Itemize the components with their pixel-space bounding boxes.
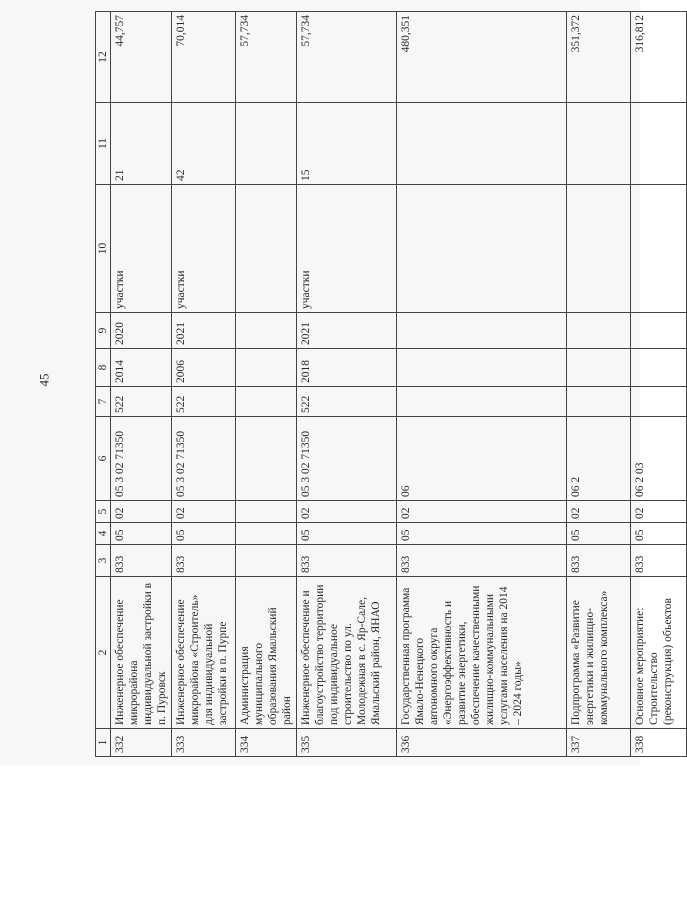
code-col5: 02 xyxy=(567,501,631,523)
code-col4: 05 xyxy=(567,523,631,545)
row-number: 334 xyxy=(236,729,297,757)
col-header: 9 xyxy=(96,313,111,349)
unit xyxy=(397,185,567,313)
end-year xyxy=(236,313,297,349)
code-col5: 02 xyxy=(111,501,172,523)
unit xyxy=(631,185,687,313)
start-year xyxy=(397,349,567,387)
quantity xyxy=(631,103,687,185)
amount: 70,014 xyxy=(172,12,236,103)
quantity: 15 xyxy=(297,103,397,185)
expense-type: 522 xyxy=(172,387,236,417)
target-article: 05 3 02 71350 xyxy=(111,417,172,501)
code-col3: 833 xyxy=(631,545,687,577)
budget-table xyxy=(95,11,687,757)
start-year: 2006 xyxy=(172,349,236,387)
end-year xyxy=(631,313,687,349)
col-header: 5 xyxy=(96,501,111,523)
table-row xyxy=(111,12,172,757)
item-name: Администрация муниципального образования Ямальский район xyxy=(236,577,297,729)
expense-type xyxy=(397,387,567,417)
scanner-background xyxy=(0,765,640,905)
item-name: Инженерное обеспечение микрорайона индивидуальной застройки в п. Пуровск xyxy=(111,577,172,729)
end-year xyxy=(567,313,631,349)
code-col3: 833 xyxy=(111,545,172,577)
code-col5: 02 xyxy=(297,501,397,523)
col-header: 6 xyxy=(96,417,111,501)
start-year: 2018 xyxy=(297,349,397,387)
code-col4: 05 xyxy=(172,523,236,545)
unit xyxy=(236,185,297,313)
unit: участки xyxy=(111,185,172,313)
quantity: 21 xyxy=(111,103,172,185)
code-col3: 833 xyxy=(297,545,397,577)
code-col3: 833 xyxy=(567,545,631,577)
target-article: 06 2 03 xyxy=(631,417,687,501)
quantity xyxy=(236,103,297,185)
table-row xyxy=(397,12,567,757)
code-col5: 02 xyxy=(172,501,236,523)
table-row xyxy=(297,12,397,757)
amount: 351,372 xyxy=(567,12,631,103)
end-year xyxy=(397,313,567,349)
code-col5: 02 xyxy=(631,501,687,523)
code-col4: 05 xyxy=(297,523,397,545)
row-number: 338 xyxy=(631,729,687,757)
item-name: Инженерное обеспечение микрорайона «Строитель» для индивидуальной застройки в п. Пурпе xyxy=(172,577,236,729)
rotated-table-container xyxy=(95,12,675,757)
target-article: 05 3 02 71350 xyxy=(297,417,397,501)
page-number: 45 xyxy=(36,373,52,387)
unit: участки xyxy=(172,185,236,313)
amount: 57,734 xyxy=(236,12,297,103)
row-number: 335 xyxy=(297,729,397,757)
expense-type: 522 xyxy=(111,387,172,417)
code-col5 xyxy=(236,501,297,523)
table-row xyxy=(236,12,297,757)
start-year: 2014 xyxy=(111,349,172,387)
col-header: 11 xyxy=(96,103,111,185)
target-article xyxy=(236,417,297,501)
item-name: Основное мероприятие: Строительство (реконструкция) объектов xyxy=(631,577,687,729)
code-col3: 833 xyxy=(172,545,236,577)
quantity: 42 xyxy=(172,103,236,185)
col-header: 10 xyxy=(96,185,111,313)
target-article: 06 2 xyxy=(567,417,631,501)
col-header: 1 xyxy=(96,729,111,757)
expense-type: 522 xyxy=(297,387,397,417)
quantity xyxy=(397,103,567,185)
header-row xyxy=(96,12,111,757)
table-row xyxy=(172,12,236,757)
item-name: Подпрограмма «Развитие энергетики и жилищно-коммунального комплекса» xyxy=(567,577,631,729)
col-header: 7 xyxy=(96,387,111,417)
code-col4: 05 xyxy=(111,523,172,545)
amount: 480,351 xyxy=(397,12,567,103)
code-col3 xyxy=(236,545,297,577)
target-article: 05 3 02 71350 xyxy=(172,417,236,501)
code-col4: 05 xyxy=(397,523,567,545)
unit xyxy=(567,185,631,313)
col-header: 8 xyxy=(96,349,111,387)
col-header: 2 xyxy=(96,577,111,729)
unit: участки xyxy=(297,185,397,313)
table-row xyxy=(567,12,631,757)
code-col4: 05 xyxy=(631,523,687,545)
start-year xyxy=(567,349,631,387)
table-row xyxy=(631,12,687,757)
col-header: 3 xyxy=(96,545,111,577)
expense-type xyxy=(236,387,297,417)
row-number: 337 xyxy=(567,729,631,757)
code-col5: 02 xyxy=(397,501,567,523)
amount: 316,812 xyxy=(631,12,687,103)
row-number: 333 xyxy=(172,729,236,757)
start-year xyxy=(236,349,297,387)
amount: 57,734 xyxy=(297,12,397,103)
expense-type xyxy=(567,387,631,417)
end-year: 2020 xyxy=(111,313,172,349)
end-year: 2021 xyxy=(172,313,236,349)
target-article: 06 xyxy=(397,417,567,501)
start-year xyxy=(631,349,687,387)
expense-type xyxy=(631,387,687,417)
item-name: Государственная программа Ямало-Ненецкого автономного округа «Энергоэффективность и развитие энергетики, обеспечение качественными жилищно-коммунальными услугами населения на 2014 – 2024 годы» xyxy=(397,577,567,729)
col-header: 4 xyxy=(96,523,111,545)
code-col4 xyxy=(236,523,297,545)
quantity xyxy=(567,103,631,185)
amount: 44,757 xyxy=(111,12,172,103)
col-header: 12 xyxy=(96,12,111,103)
item-name: Инженерное обеспечение и благоустройство территории под индивидуальное строительство по ул. Молодежная в с. Яр-Сале, Ямальский район, ЯНАО xyxy=(297,577,397,729)
end-year: 2021 xyxy=(297,313,397,349)
code-col3: 833 xyxy=(397,545,567,577)
row-number: 336 xyxy=(397,729,567,757)
row-number: 332 xyxy=(111,729,172,757)
